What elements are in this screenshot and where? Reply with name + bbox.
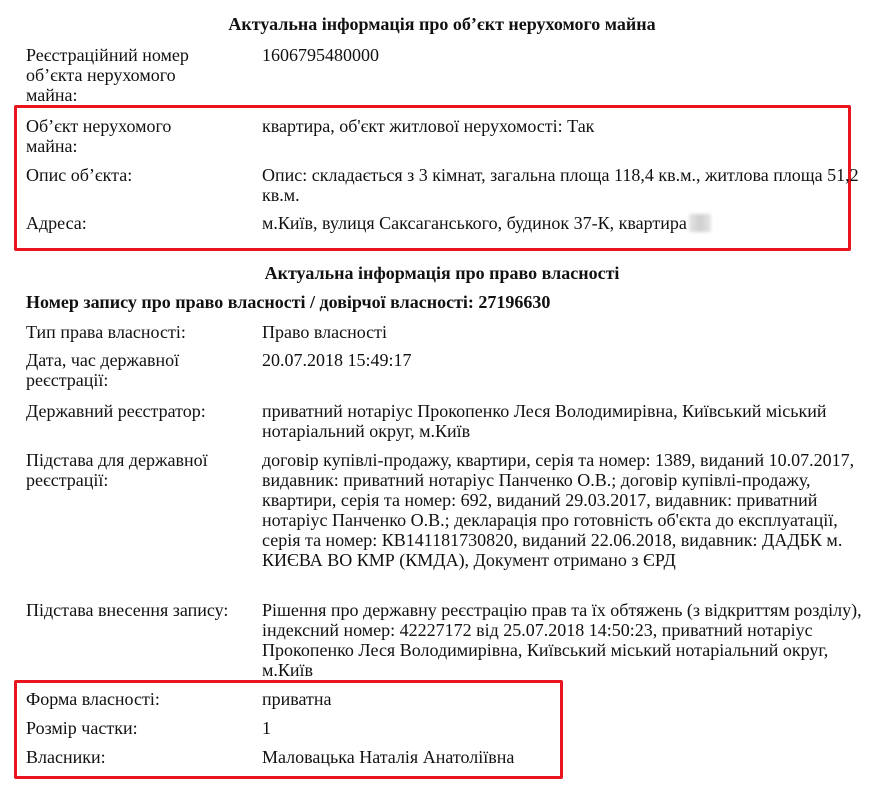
row-value: Право власності [262, 322, 388, 342]
row-label: Розмір частки: [26, 718, 138, 738]
row-label: Реєстраційний номер об’єкта нерухомого майна: [26, 45, 189, 105]
row-label: Об’єкт нерухомого майна: [26, 116, 172, 156]
row-label: Опис об’єкта: [26, 165, 133, 185]
row-value: 1 [262, 718, 271, 738]
address-text: м.Київ, вулиця Саксаганського, будинок 37-К, квартира [262, 213, 687, 233]
row-value: 1606795480000 [262, 45, 379, 65]
row-label: Підстава для державної реєстрації: [26, 450, 208, 490]
ownership-record-title: Номер запису про право власності / довірчої власності: 27196630 [26, 292, 551, 312]
row-value: Опис: складається з 3 кімнат, загальна площа 118,4 кв.м., житлова площа 51,2 кв.м. [262, 165, 859, 205]
row-value: Маловацька Наталія Анатоліївна [262, 747, 515, 767]
row-label: Державний реєстратор: [26, 401, 206, 421]
redacted-apartment-number [689, 214, 711, 232]
row-value: приватний нотаріус Прокопенко Леся Володимирівна, Київський міський нотаріальний округ, м.Київ [262, 401, 827, 441]
ownership-section-heading: Актуальна інформація про право власності [264, 263, 620, 283]
row-label: Форма власності: [26, 689, 160, 709]
row-label: Тип права власності: [26, 322, 186, 342]
row-label: Дата, час державної реєстрації: [26, 350, 180, 390]
row-value: договір купівлі-продажу, квартири, серія та номер: 1389, виданий 10.07.2017, видавник: приватний нотаріус Панченко О.В.; договір купівлі-продажу, квартири, серія та номер: 692, виданий 29.03.2017, видавник: приватний нотаріус Панченко О.В.; декларація про готовність об'єкта до експлуатації, серія та номер: КВ141181730820, виданий 22.06.2018, видавник: ДАДБК м. КИЄВА ВО КМР (КМДА), Документ отримано з ЄРД [262, 450, 855, 570]
row-value [262, 213, 862, 233]
row-label: Адреса: [26, 213, 87, 233]
row-value: Рішення про державну реєстрацію прав та їх обтяжень (з відкриттям розділу), індексний номер: 42227172 від 25.07.2018 14:50:23, приватний нотаріус Прокопенко Леся Володимирівна, Київський міський нотаріальний округ, м.Київ [262, 600, 862, 680]
row-value: 20.07.2018 15:49:17 [262, 350, 412, 370]
row-label: Підстава внесення запису: [26, 600, 229, 620]
object-section-heading: Актуальна інформація про об’єкт нерухомого майна [228, 14, 656, 34]
row-label: Власники: [26, 747, 106, 767]
row-value: квартира, об'єкт житлової нерухомості: Так [262, 116, 595, 136]
row-value: приватна [262, 689, 332, 709]
